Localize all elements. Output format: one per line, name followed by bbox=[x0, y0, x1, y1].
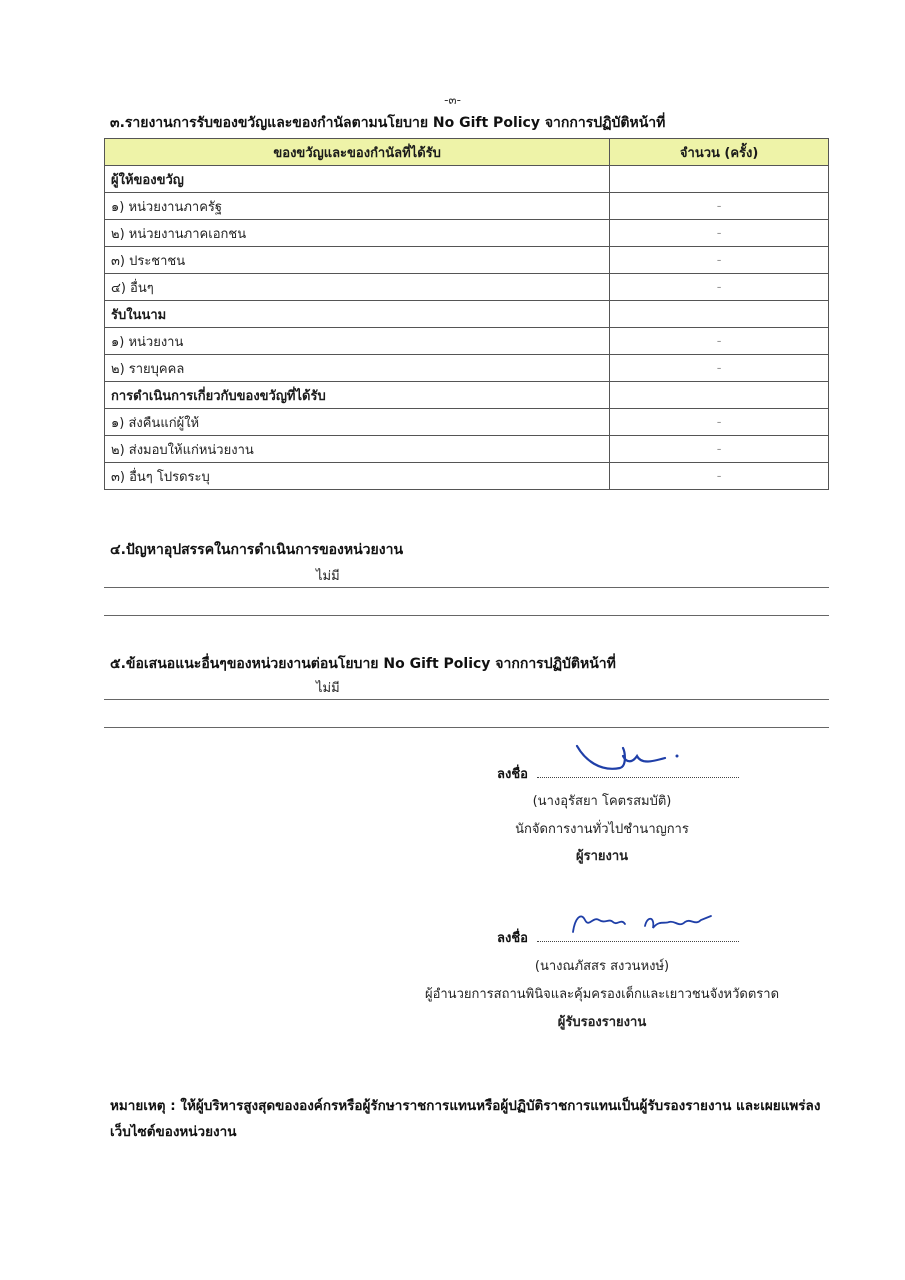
answer-line bbox=[104, 699, 829, 700]
table-body bbox=[105, 166, 829, 490]
signer-1-position: นักจัดการงานทั่วไปชำนาญการ bbox=[515, 822, 689, 837]
gift-report-table bbox=[104, 138, 829, 490]
item-label: ๓) อื่นๆ โปรดระบุ bbox=[105, 463, 610, 490]
handwritten-signature-1 bbox=[565, 738, 685, 778]
item-amount: - bbox=[610, 274, 829, 301]
signer-1-role: ผู้รายงาน bbox=[575, 849, 629, 864]
signer-1-name: (นางอุรัสยา โคตรสมบัติ) bbox=[532, 794, 672, 809]
signer-2-name: (นางณภัสสร สงวนหงษ์) bbox=[534, 959, 670, 974]
item-label: ๒) ส่งมอบให้แก่หน่วยงาน bbox=[105, 436, 610, 463]
item-label: ๑) ส่งคืนแก่ผู้ให้ bbox=[105, 409, 610, 436]
item-amount: - bbox=[610, 193, 829, 220]
item-label: ๔) อื่นๆ bbox=[105, 274, 610, 301]
table-row bbox=[105, 463, 829, 490]
column-header-amount: จำนวน (ครั้ง) bbox=[610, 139, 829, 166]
item-label: ๑) หน่วยงาน bbox=[105, 328, 610, 355]
item-amount: - bbox=[610, 409, 829, 436]
page-number: -๓- bbox=[444, 93, 461, 107]
section-5-answer: ไม่มี bbox=[316, 681, 340, 696]
signature-line bbox=[537, 941, 739, 942]
table-row bbox=[105, 355, 829, 382]
item-amount: - bbox=[610, 355, 829, 382]
handwritten-signature-2 bbox=[565, 906, 725, 940]
item-amount: - bbox=[610, 463, 829, 490]
table-row bbox=[105, 436, 829, 463]
item-amount: - bbox=[610, 247, 829, 274]
table-row bbox=[105, 274, 829, 301]
table-row bbox=[105, 220, 829, 247]
column-header-item: ของขวัญและของกำนัลที่ได้รับ bbox=[105, 139, 610, 166]
item-amount: - bbox=[610, 436, 829, 463]
section-3-title: ๓.รายงานการรับของขวัญและของกำนัลตามนโยบาย No Gift Policy จากการปฏิบัติหน้าที่ bbox=[110, 115, 666, 131]
footnote: หมายเหตุ : ให้ผู้บริหารสูงสุดขององค์กรหรือผู้รักษาราชการแทนหรือผู้ปฏิบัติราชการแทนเป็นผู้รับรองรายงาน และเผยแพร่ลงเว็บไซต์ของหน่วยงาน bbox=[110, 1098, 821, 1140]
group-heading: รับในนาม bbox=[105, 301, 610, 328]
table-header-row bbox=[105, 139, 829, 166]
answer-line bbox=[104, 727, 829, 728]
group-heading-amount-cell bbox=[610, 301, 829, 328]
group-heading-amount-cell bbox=[610, 382, 829, 409]
section-4-title: ๔.ปัญหาอุปสรรคในการดำเนินการของหน่วยงาน bbox=[110, 542, 404, 558]
item-label: ๑) หน่วยงานภาครัฐ bbox=[105, 193, 610, 220]
item-label: ๒) หน่วยงานภาคเอกชน bbox=[105, 220, 610, 247]
table-row bbox=[105, 328, 829, 355]
group-heading-row bbox=[105, 301, 829, 328]
group-heading-amount-cell bbox=[610, 166, 829, 193]
answer-line bbox=[104, 615, 829, 616]
answer-line bbox=[104, 587, 829, 588]
item-amount: - bbox=[610, 328, 829, 355]
group-heading: ผู้ให้ของขวัญ bbox=[105, 166, 610, 193]
section-5-title: ๕.ข้อเสนอแนะอื่นๆของหน่วยงานต่อนโยบาย No Gift Policy จากการปฏิบัติหน้าที่ bbox=[110, 656, 616, 672]
item-label: ๒) รายบุคคล bbox=[105, 355, 610, 382]
signature-label: ลงชื่อ bbox=[497, 931, 528, 946]
signer-2-role: ผู้รับรองรายงาน bbox=[557, 1015, 647, 1030]
item-label: ๓) ประชาชน bbox=[105, 247, 610, 274]
table-row bbox=[105, 193, 829, 220]
table-row bbox=[105, 409, 829, 436]
group-heading-row bbox=[105, 166, 829, 193]
group-heading: การดำเนินการเกี่ยวกับของขวัญที่ได้รับ bbox=[105, 382, 610, 409]
signature-label: ลงชื่อ bbox=[497, 767, 528, 782]
section-4-answer: ไม่มี bbox=[316, 569, 340, 584]
table-row bbox=[105, 247, 829, 274]
signer-2-position: ผู้อำนวยการสถานพินิจและคุ้มครองเด็กและเยาวชนจังหวัดตราด bbox=[424, 987, 780, 1002]
item-amount: - bbox=[610, 220, 829, 247]
group-heading-row bbox=[105, 382, 829, 409]
